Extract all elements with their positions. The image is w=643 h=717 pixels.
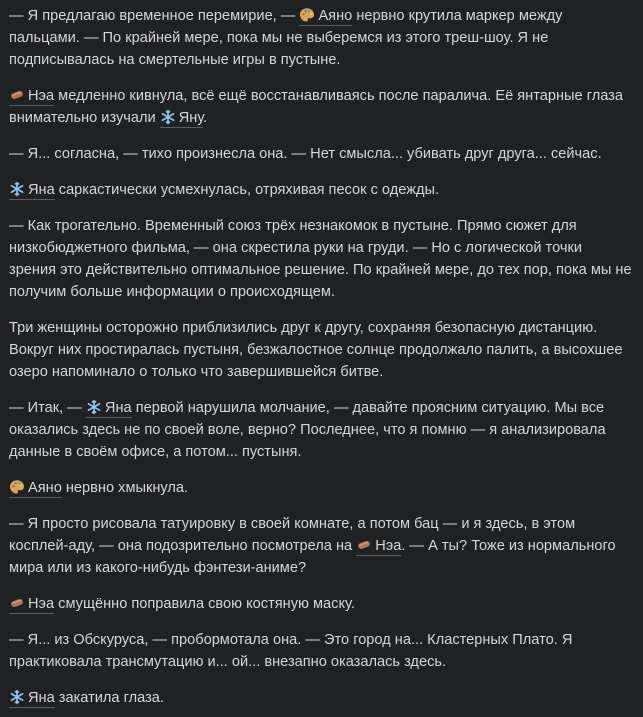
paragraph-text: нервно крутила маркер между пальцами. — По крайней мере, пока мы не выберемся из этого треш-шоу. Я не подписывалась на смертельные игры в пустыне.	[9, 8, 563, 68]
paragraph-text: — Я предлагаю временное перемирие, —	[9, 8, 300, 24]
character-mention[interactable]	[9, 690, 55, 708]
palette-icon	[299, 7, 315, 23]
character-name: Яну	[178, 110, 204, 126]
paragraph-text: .	[203, 110, 208, 126]
paragraph-text: — Итак, —	[9, 400, 86, 416]
character-name: Яна	[104, 400, 132, 416]
story-paragraph	[9, 143, 633, 165]
character-mention[interactable]	[9, 182, 55, 200]
character-name: Яна	[28, 690, 55, 706]
story-paragraph	[9, 593, 633, 615]
paragraph-text: — Я... согласна, — тихо произнесла она. — Нет смысла... убивать друг друга... сейчас.	[9, 146, 602, 162]
paragraph-text: медленно кивнула, всё ещё восстанавливаясь после паралича. Её янтарные глаза внимательно изучали	[9, 88, 623, 126]
story-paragraph	[9, 477, 633, 499]
character-mention[interactable]	[86, 400, 132, 418]
character-mention[interactable]	[9, 88, 54, 106]
story-paragraph	[9, 397, 633, 463]
story-paragraph	[9, 629, 633, 673]
character-mention[interactable]	[9, 596, 54, 614]
character-name: Нэа	[28, 596, 55, 612]
story-paragraph	[9, 513, 633, 579]
paragraph-text: смущённо поправила свою костяную маску.	[54, 596, 355, 612]
paragraph-text: нервно хмыкнула.	[61, 480, 189, 496]
paragraph-text: закатила глаза.	[54, 690, 164, 706]
character-mention[interactable]	[160, 110, 203, 128]
bone-icon	[356, 537, 372, 553]
character-name: Нэа	[375, 538, 402, 554]
snowflake-icon	[9, 181, 25, 197]
character-name: Аяно	[318, 8, 353, 24]
paragraph-text: — Как трогательно. Временный союз трёх незнакомок в пустыне. Прямо сюжет для низкобюджетного фильма, — она скрестила руки на груди. — Но с логической точки зрения это действительно оптимальное решение. По крайней мере, до тех пор, пока мы не получим больше информации о происходящем.	[9, 218, 632, 300]
palette-icon	[9, 479, 25, 495]
bone-icon	[9, 595, 25, 611]
paragraph-text: Три женщины осторожно приблизились друг к другу, сохраняя безопасную дистанцию. Вокруг них простиралась пустыня, безжалостное солнце продолжало палить, а высохшее озеро напоминало о только что завершившейся битве.	[9, 320, 623, 380]
bone-icon	[9, 87, 25, 103]
story-paragraph	[9, 85, 633, 129]
story-paragraph	[9, 179, 633, 201]
snowflake-icon	[9, 689, 25, 705]
character-name: Яна	[28, 182, 55, 198]
story-paragraph	[9, 5, 633, 71]
character-mention[interactable]	[299, 8, 352, 26]
character-mention[interactable]	[9, 480, 62, 498]
paragraph-text: первой нарушила молчание, — давайте проясним ситуацию. Мы все оказались здесь не по своей воле, верно? Последнее, что я помню — я анализировала данные в своём офисе, а потом... пустыня.	[9, 400, 606, 460]
paragraph-text: . — А ты? Тоже из нормального мира или из какого-нибудь фэнтези-аниме?	[9, 538, 616, 576]
character-name: Нэа	[28, 88, 55, 104]
character-mention[interactable]	[356, 538, 401, 556]
story-paragraph	[9, 215, 633, 303]
story-paragraph	[9, 687, 633, 709]
character-name: Аяно	[28, 480, 62, 496]
story-paragraph	[9, 317, 633, 383]
snowflake-icon	[86, 399, 102, 415]
snowflake-icon	[160, 109, 176, 125]
paragraph-text: — Я... из Обскуруса, — пробормотала она. — Это город на... Кластерных Плато. Я практиковала трансмутацию и... ой... внезапно оказалась здесь.	[9, 632, 573, 670]
paragraph-text: саркастически усмехнулась, отряхивая песок с одежды.	[54, 182, 440, 198]
paragraph-text: — Я просто рисовала татуировку в своей комнате, а потом бац — и я здесь, в этом косплей-аду, — она подозрительно посмотрела на	[9, 516, 576, 554]
